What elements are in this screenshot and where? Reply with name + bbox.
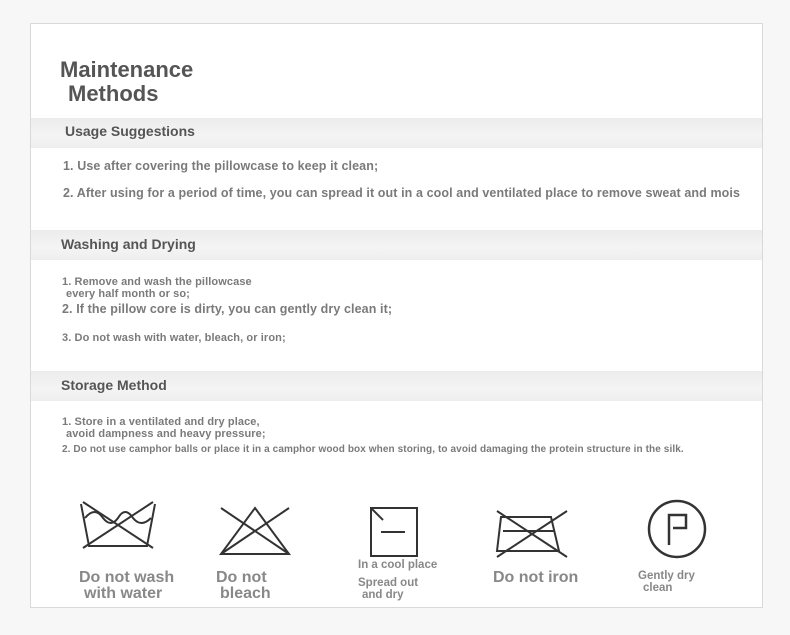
care-label-dry-flat-line-3: and dry	[362, 589, 404, 601]
no-bleach-icon	[217, 504, 293, 558]
care-label-no-bleach	[216, 570, 271, 602]
care-label-dry-flat-line-2: Spread out	[358, 577, 419, 589]
storage-item-1	[62, 416, 266, 440]
care-label-dry-flat	[358, 559, 437, 601]
title-line-2: Methods	[68, 81, 159, 106]
care-label-no-bleach-line-2: bleach	[220, 585, 271, 602]
section-heading-washing: Washing and Drying	[61, 236, 196, 252]
storage-item-1-line-1: 1. Store in a ventilated and dry place,	[62, 416, 260, 428]
care-label-dry-clean-line-1: Gently dry	[638, 570, 695, 582]
washing-item-3: 3. Do not wash with water, bleach, or iron;	[62, 332, 286, 344]
section-heading-storage: Storage Method	[61, 377, 167, 393]
care-label-dry-flat-line-1: In a cool place	[358, 559, 438, 571]
care-label-dry-clean-line-2: clean	[643, 582, 673, 594]
storage-item-2: 2. Do not use camphor balls or place it in a camphor wood box when storing, to avoid damaging the protein structure in the silk.	[62, 444, 684, 455]
dry-flat-shade-icon	[368, 505, 420, 559]
washing-item-1-line-1: 1. Remove and wash the pillowcase	[62, 276, 252, 288]
gentle-dry-clean-icon	[646, 498, 708, 560]
title-line-1: Maintenance	[60, 57, 194, 82]
section-heading-usage: Usage Suggestions	[65, 123, 195, 139]
care-label-no-wash-line-2: with water	[84, 585, 163, 602]
washing-item-1-line-2: every half month or so;	[66, 288, 190, 300]
maintenance-card	[30, 23, 763, 608]
care-label-no-bleach-line-1: Do not	[216, 569, 267, 586]
no-iron-icon	[493, 507, 573, 559]
washing-item-2: 2. If the pillow core is dirty, you can gently dry clean it;	[62, 302, 393, 316]
care-label-no-wash	[79, 570, 174, 602]
care-label-dry-clean	[638, 570, 695, 594]
page-title	[60, 58, 193, 106]
storage-item-1-line-2: avoid dampness and heavy pressure;	[66, 428, 266, 440]
no-wash-icon	[77, 498, 159, 554]
care-label-no-iron: Do not iron	[493, 569, 579, 586]
usage-item-2: 2. After using for a period of time, you can spread it out in a cool and ventilated place to remove sweat and mois	[63, 186, 741, 200]
usage-item-1: 1. Use after covering the pillowcase to keep it clean;	[63, 159, 379, 173]
washing-item-1	[62, 276, 252, 300]
care-label-no-wash-line-1: Do not wash	[79, 569, 175, 586]
